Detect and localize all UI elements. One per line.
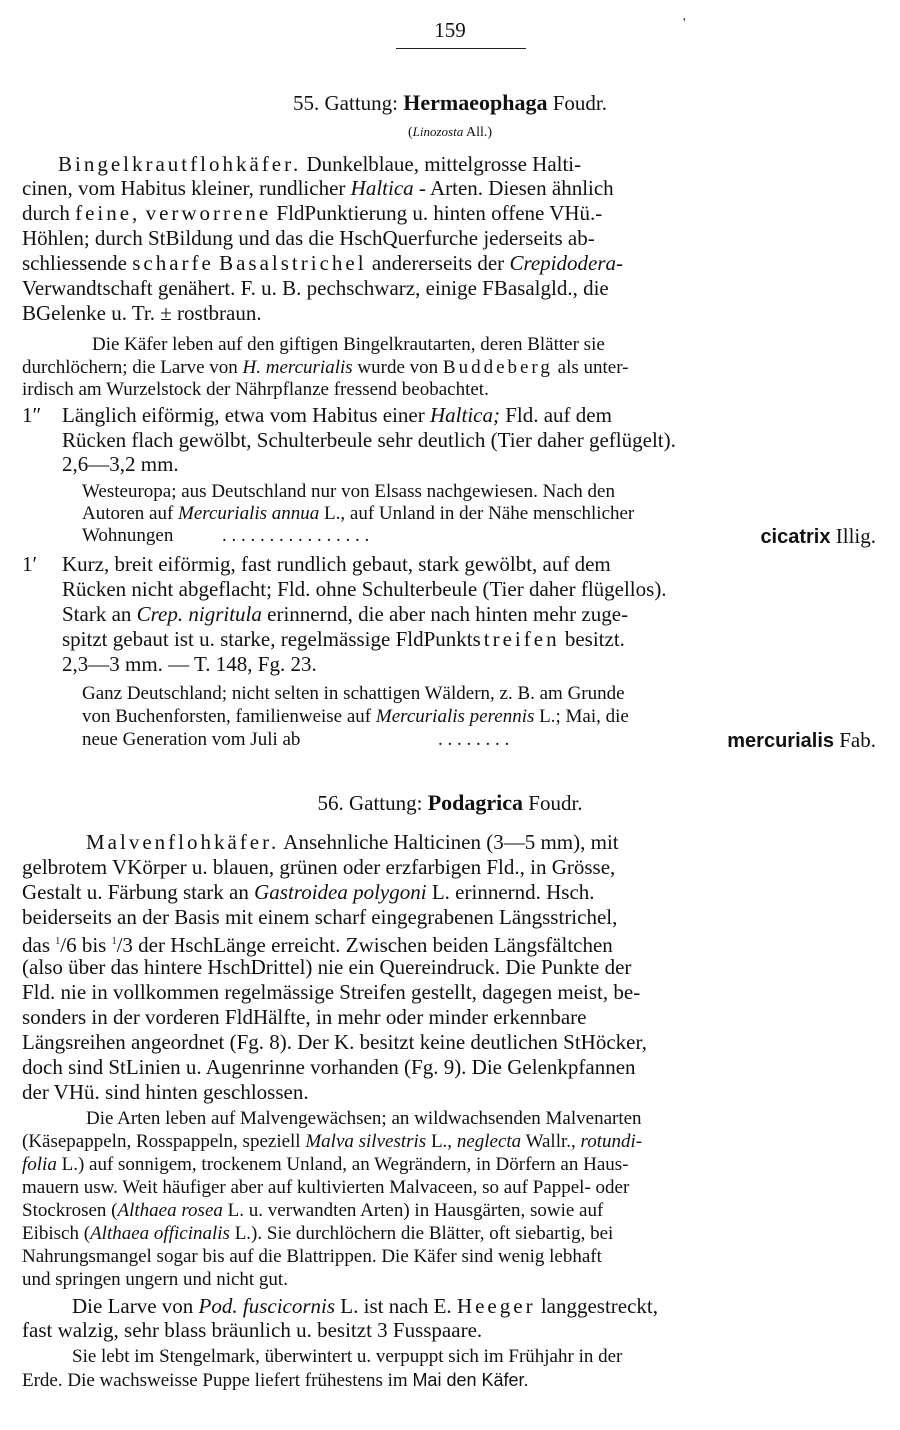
text-line: spitzt gebaut ist u. starke, regelmässige FldPunktstreifen besitzt. xyxy=(62,627,625,651)
genus-55-synonym: (Linozosta All.) xyxy=(407,124,493,140)
text-line: und springen ungern und nicht gut. xyxy=(22,1269,288,1290)
text-line: folia L.) auf sonnigem, trockenem Unland, an Wegrändern, in Dörfern an Haus- xyxy=(22,1154,629,1175)
text-line: neue Generation vom Juli ab . . . . . . . . mercurialis Fab. xyxy=(82,728,876,752)
text-line: Längsreihen angeordnet (Fg. 8). Der K. besitzt keine deutlichen StHöcker, xyxy=(22,1030,647,1054)
genus-55-author: Foudr. xyxy=(547,91,607,115)
text-line: Fld. nie in vollkommen regelmässige Streifen gestellt, dagegen meist, be- xyxy=(22,980,641,1004)
text-line: Die Käfer leben auf den giftigen Bingelkrautarten, deren Blätter sie xyxy=(92,334,605,355)
text-line: mauern usw. Weit häufiger aber auf kultivierten Malvaceen, so auf Pappel- oder xyxy=(22,1177,630,1198)
text-line: 2,3—3 mm. — T. 148, Fg. 23. xyxy=(62,652,317,676)
leader-dots: . . . . . . . . . . . . . . . . xyxy=(222,525,370,546)
text-line: durch feine, verworrene FldPunktierung u. hinten offene VHü.- xyxy=(22,201,603,225)
text-line: Gestalt u. Färbung stark an Gastroidea polygoni L. erinnernd. Hsch. xyxy=(22,880,595,904)
text-line: gelbrotem VKörper u. blauen, grünen oder erzfarbigen Fld., in Grösse, xyxy=(22,855,616,879)
text-line: Ganz Deutschland; nicht selten in schattigen Wäldern, z. B. am Grunde xyxy=(82,683,625,704)
text-line: (also über das hintere HschDrittel) nie ein Quereindruck. Die Punkte der xyxy=(22,955,632,979)
text-line: cinen, vom Habitus kleiner, rundlicher Haltica - Arten. Diesen ähnlich xyxy=(22,176,614,200)
text-line: Stark an Crep. nigritula erinnernd, die aber nach hinten mehr zuge- xyxy=(62,602,629,626)
text-line: Nahrungsmangel sogar bis auf die Blattrippen. Die Käfer sind wenig lebhaft xyxy=(22,1246,602,1267)
page-number: 159 xyxy=(434,18,466,42)
text-line: Rücken nicht abgeflacht; Fld. ohne Schulterbeule (Tier daher flügellos). xyxy=(62,577,667,601)
text-line: durchlöchern; die Larve von H. mercurialis wurde von Buddeberg als unter- xyxy=(22,357,629,378)
text-line: 2,6—3,2 mm. xyxy=(62,452,179,476)
margin-mark: ' xyxy=(683,16,686,31)
text-line: Verwandtschaft genähert. F. u. B. pechschwarz, einige FBasalgld., die xyxy=(22,276,609,300)
text-line: Sie lebt im Stengelmark, überwintert u. verpuppt sich im Frühjahr in der xyxy=(72,1346,623,1367)
text-line: von Buchenforsten, familienweise auf Mercurialis perennis L.; Mai, die xyxy=(82,706,629,727)
key-number: 1″ xyxy=(22,403,42,427)
text-line: das $^1$/6 bis $^1$/3 der HschLänge erreicht. Zwischen beiden Längsfältchen xyxy=(22,933,613,957)
text-line: Die Arten leben auf Malvengewächsen; an wildwachsenden Malvenarten xyxy=(86,1108,642,1129)
text-line: BGelenke u. Tr. ± rostbraun. xyxy=(22,301,262,325)
text-line: der VHü. sind hinten geschlossen. xyxy=(22,1080,309,1104)
text-line: doch sind StLinien u. Augenrinne vorhanden (Fg. 9). Die Gelenkpfannen xyxy=(22,1055,636,1079)
header-rule xyxy=(396,48,526,49)
text-line: sonders in der vorderen FldHälfte, in mehr oder minder erkennbare xyxy=(22,1005,587,1029)
text-line: Kurz, breit eiförmig, fast rundlich gebaut, stark gewölbt, auf dem xyxy=(62,552,611,576)
species-entry: mercurialis Fab. xyxy=(727,728,876,752)
genus-55-prefix: 55. Gattung: xyxy=(293,91,404,115)
leader-dots: . . . . . . . . xyxy=(438,729,510,750)
text-line: (Käsepappeln, Rosspappeln, speziell Malva silvestris L., neglecta Wallr., rotundi- xyxy=(22,1131,643,1152)
text-line: Bingelkrautflohkäfer. Dunkelblaue, mittelgrosse Halti- xyxy=(58,152,582,176)
common-name: Malvenflohkäfer. xyxy=(86,830,280,854)
genus-56-author: Foudr. xyxy=(523,791,583,815)
text-line: Höhlen; durch StBildung und das die HschQuerfurche jederseits ab- xyxy=(22,226,595,250)
text-line: Eibisch (Althaea officinalis L.). Sie durchlöchern die Blätter, oft siebartig, bei xyxy=(22,1223,614,1244)
species-name: cicatrix xyxy=(760,526,831,548)
genus-55-name: Hermaeophaga xyxy=(403,90,548,115)
genus-56-heading xyxy=(0,790,900,816)
text-line: schliessende scharfe Basalstrichel andererseits der Crepidodera- xyxy=(22,251,623,275)
text-line: Autoren auf Mercurialis annua L., auf Unland in der Nähe menschlicher xyxy=(82,503,635,524)
text-line: Westeuropa; aus Deutschland nur von Elsass nachgewiesen. Nach den xyxy=(82,481,615,502)
species-entry: cicatrix Illig. xyxy=(760,524,876,548)
text-line: Die Larve von Pod. fuscicornis L. ist nach E. Heeger langgestreckt, xyxy=(72,1294,659,1318)
text-line: Malvenflohkäfer. Ansehnliche Halticinen (3—5 mm), mit xyxy=(86,830,619,854)
genus-56-name: Podagrica xyxy=(427,790,524,815)
genus-55-heading xyxy=(0,90,900,116)
synonym-name: Linozosta xyxy=(412,124,464,139)
common-name: Bingelkrautflohkäfer. xyxy=(58,152,302,176)
text-line: Wohnungen . . . . . . . . . . . . . . . . cicatrix Illig. xyxy=(82,524,876,548)
text-line: Erde. Die wachsweisse Puppe liefert frühestens im Mai den Käfer. xyxy=(22,1370,529,1391)
text-line: Länglich eiförmig, etwa vom Habitus einer Haltica; Fld. auf dem xyxy=(62,403,612,427)
species-name: mercurialis xyxy=(727,730,834,752)
text-line: Rücken flach gewölbt, Schulterbeule sehr deutlich (Tier daher geflügelt). xyxy=(62,428,676,452)
key-number: 1′ xyxy=(22,552,38,576)
text-line: irdisch am Wurzelstock der Nährpflanze fressend beobachtet. xyxy=(22,379,489,400)
text-line: beiderseits an der Basis mit einem scharf eingegrabenen Längsstrichel, xyxy=(22,905,618,929)
genus-56-prefix: 56. Gattung: xyxy=(317,791,428,815)
text-line: fast walzig, sehr blass bräunlich u. besitzt 3 Fusspaare. xyxy=(22,1318,483,1342)
text-line: Stockrosen (Althaea rosea L. u. verwandten Arten) in Hausgärten, sowie auf xyxy=(22,1200,604,1221)
